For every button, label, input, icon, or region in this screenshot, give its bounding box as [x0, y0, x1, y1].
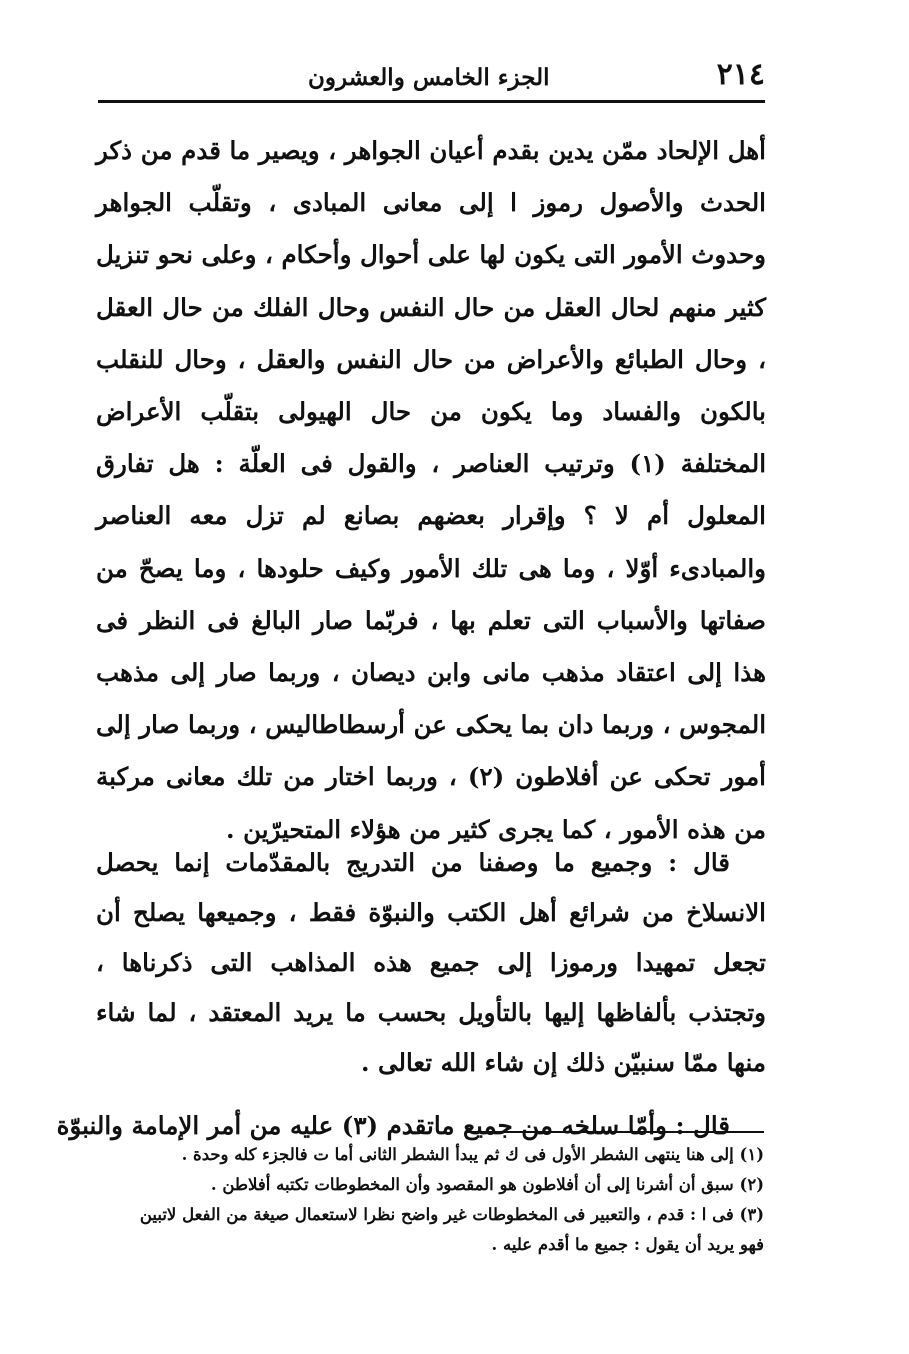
paragraph-3: قال : وأمّا سلخه من جميع ماتقدم (٣) عليه من أمر الإمامة والنبوّة	[56, 1110, 730, 1140]
paragraph-2: قال : وجميع ما وصفنا من التدريج بالمقدّمات إنما يحصل الانسلاخ من شرائع أهل الكتب والنبوّة فقط ، وجميعها يصلح أن تجعل تمهيدا ورموزا إلى جميع هذه المذاهب التى ذكرناها ، وتجتذب بألفاظها إليها بالتأويل بحسب ما يريد المعتقد ، لما شاء منها ممّا سنبيّن ذلك إن شاء الله تعالى .	[96, 847, 766, 1077]
paragraph-1: أهل الإلحاد ممّن يدين بقدم أعيان الجواهر ، ويصير ما قدم من ذكر الحدث والأصول رموز ا إلى معانى المبادى ، وتقلّب الجواهر وحدوث الأمور التى يكون لها على أحوال وأحكام ، وعلى نحو تنزيل كثير منهم لحال العقل من حال النفس وحال الفلك من حال العقل ، وحال الطبائع والأعراض من حال النفس والعقل ، وحال للنقلب بالكون والفساد وما يكون من حال الهيولى بتقلّب الأعراض المختلفة (١) وترتيب العناصر ، والقول فى العلّة : هل تفارق المعلول أم لا ؟ وإقرار بعضهم بصانع لم تزل معه العناصر والمبادىء أوّلا ، وما هى تلك الأمور وكيف حلودها ، وما يصحّ من صفاتها والأسباب التى تعلم بها ، فربّما صار البالغ فى النظر فى هذا إلى اعتقاد مذهب مانى وابن ديصان ، وربما صار إلى مذهب المجوس ، وربما دان بما يحكى عن أرسطاطاليس ، وربما صار إلى أمور تحكى عن أفلاطون (٢) ، وربما اختار من تلك معانى مركبة من هذه الأمور ، كما يجرى كثير من هؤلاء المتحيرّين .	[96, 136, 767, 844]
footnote-2: (٢) سبق أن أشرنا إلى أن أفلاطون هو المقصود وأن المخطوطات تكتبه أفلاطن .	[210, 1175, 764, 1194]
footnote-1: (١) إلى هنا ينتهى الشطر الأول فى ك ثم يبدأ الشطر الثانى أما ت فالجزء كله وحدة .	[181, 1145, 764, 1164]
footnote-3-continuation: فهو يريد أن يقول : جميع ما أقدم عليه .	[491, 1235, 764, 1254]
page-number: ٢١٤	[716, 57, 765, 92]
main-text	[96, 125, 766, 856]
footnotes	[108, 1140, 764, 1260]
footnote-3: (٣) فى ا : قدم ، والتعبير فى المخطوطات غير واضح نظرا لاستعمال صيغة من الفعل لاتبين	[139, 1205, 764, 1224]
footnote-divider	[466, 1131, 764, 1133]
running-title: الجزء الخامس والعشرون	[308, 64, 550, 91]
page-header	[98, 52, 765, 103]
